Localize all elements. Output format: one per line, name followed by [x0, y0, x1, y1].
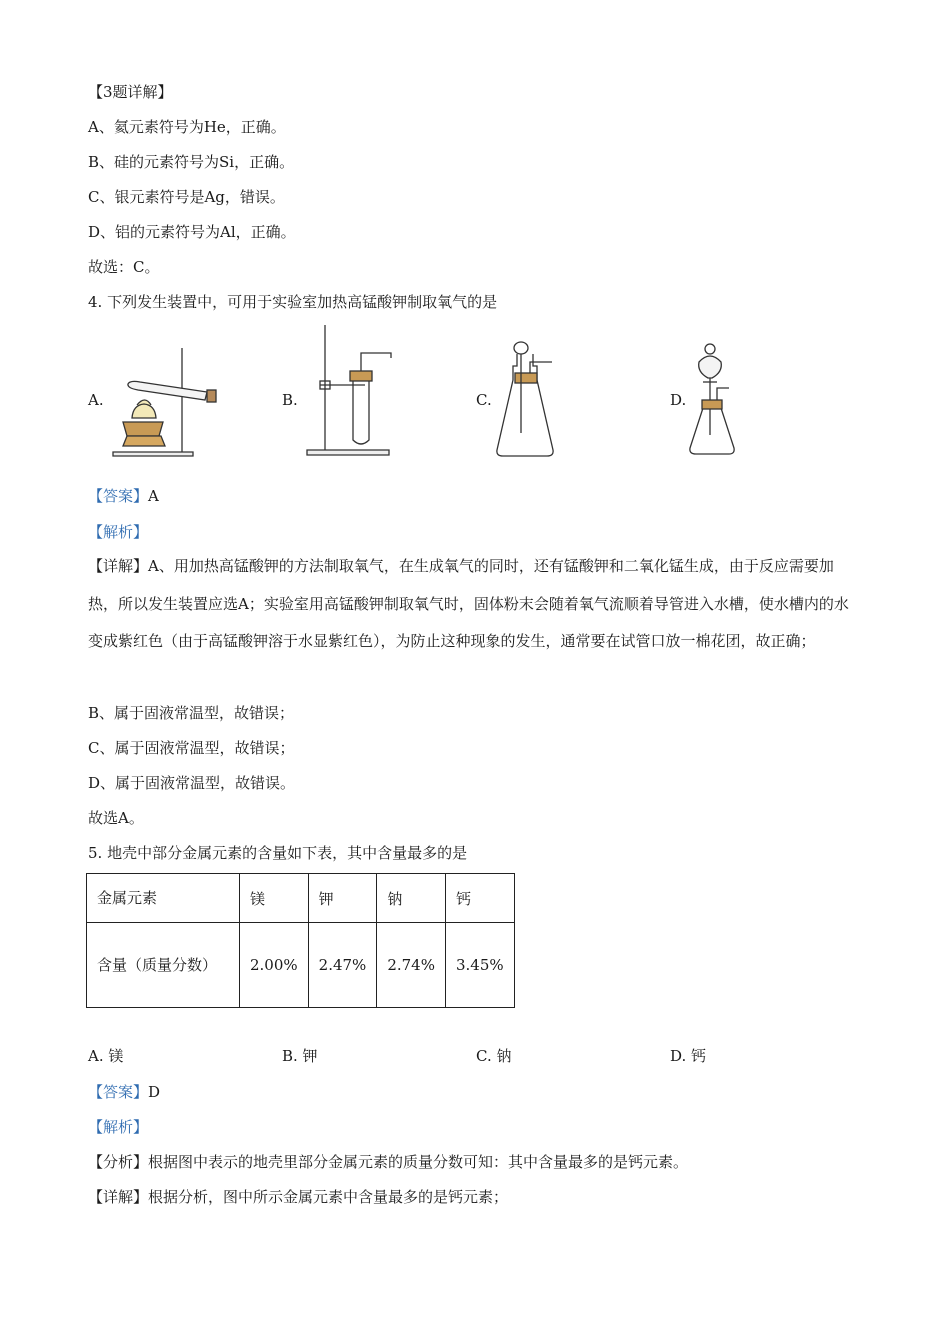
table-header-row — [87, 874, 515, 923]
q4-line-c: C、属于固液常温型，故错误； — [88, 739, 295, 757]
table-cell: 2.47% — [308, 923, 377, 1008]
q4-option-a-label: A. — [88, 391, 104, 409]
q5-question: 5. 地壳中部分金属元素的含量如下表，其中含量最多的是 — [88, 844, 468, 862]
q3-line-c: C、银元素符号是Ag，错误。 — [88, 188, 285, 206]
q5-analysis-tag: 【解析】 — [88, 1118, 149, 1136]
table-header-cell: 金属元素 — [87, 874, 240, 923]
apparatus-d-separatory-funnel-flask — [683, 340, 748, 460]
answer-tag: 【答案】 — [88, 487, 149, 505]
q3-line-b: B、硅的元素符号为Si，正确。 — [88, 153, 295, 171]
q3-line-a: A、氦元素符号为He，正确。 — [88, 118, 286, 136]
answer-tag: 【答案】 — [88, 1083, 149, 1101]
apparatus-c-conical-flask-long-funnel — [490, 338, 565, 460]
q4-line-d: D、属于固液常温型，故错误。 — [88, 774, 296, 792]
q4-option-b-label: B. — [282, 391, 298, 409]
q4-question: 4. 下列发生装置中，可用于实验室加热高锰酸钾制取氧气的是 — [88, 293, 498, 311]
q4-conclusion: 故选A。 — [88, 809, 144, 827]
q4-option-c-label: C. — [476, 391, 492, 409]
q4-option-d-label: D. — [670, 391, 687, 409]
q5-detail: 【详解】根据分析，图中所示金属元素中含量最多的是钙元素； — [88, 1188, 509, 1206]
table-cell: 2.00% — [240, 923, 309, 1008]
apparatus-b-vertical-test-tube — [305, 322, 400, 460]
table-cell: 含量（质量分数） — [87, 923, 240, 1008]
q5-option-b: B. 钾 — [282, 1047, 318, 1065]
table-header-cell: 钙 — [445, 874, 514, 923]
table-cell: 2.74% — [377, 923, 446, 1008]
metal-content-table — [86, 873, 515, 1008]
apparatus-a-heating-test-tube — [105, 340, 230, 460]
q5-analysis: 【分析】根据图中表示的地壳里部分金属元素的质量分数可知：其中含量最多的是钙元素。 — [88, 1153, 689, 1171]
q3-conclusion: 故选：C。 — [88, 258, 160, 276]
table-row — [87, 923, 515, 1008]
q4-answer — [88, 486, 159, 506]
q5-answer — [88, 1082, 160, 1102]
table-header-cell: 钠 — [377, 874, 446, 923]
answer-value: D — [148, 1083, 161, 1101]
table-header-cell: 钾 — [308, 874, 377, 923]
q5-option-d: D. 钙 — [670, 1047, 707, 1065]
q3-header: 【3题详解】 — [88, 83, 173, 101]
q4-analysis-tag: 【解析】 — [88, 523, 149, 541]
q3-line-d: D、铝的元素符号为Al，正确。 — [88, 223, 296, 241]
q5-option-c: C. 钠 — [476, 1047, 512, 1065]
table-cell: 3.45% — [445, 923, 514, 1008]
answer-value: A — [148, 487, 159, 505]
q5-option-a: A. 镁 — [88, 1047, 124, 1065]
table-header-cell: 镁 — [240, 874, 309, 923]
q4-line-b: B、属于固液常温型，故错误； — [88, 704, 295, 722]
q4-detail-paragraph: 【详解】A、用加热高锰酸钾的方法制取氧气，在生成氧气的同时，还有锰酸钾和二氧化锰生成，由于反应需要加热，所以发生装置应选A；实验室用高锰酸钾制取氧气时，固体粉末会随着氧气流顺着导管进入水槽，使水槽内的水变成紫红色（由于高锰酸钾溶于水显紫红色），为防止这种现象的发生，通常要在试管口放一棉花团，故正确； — [88, 557, 849, 650]
